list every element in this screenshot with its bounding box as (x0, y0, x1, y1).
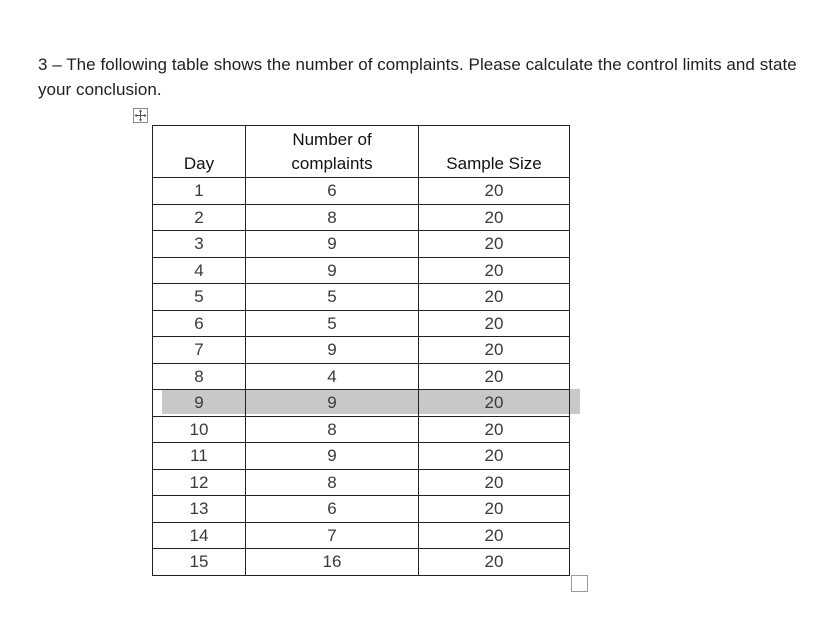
cell-day[interactable]: 1 (153, 178, 246, 205)
question-text: 3 – The following table shows the number of complaints. Please calculate the control limits and state your conclusion. (38, 55, 797, 99)
cell-sample-size[interactable]: 20 (419, 310, 570, 337)
cell-day[interactable]: 12 (153, 469, 246, 496)
cell-sample-size[interactable]: 20 (419, 522, 570, 549)
cell-complaints[interactable]: 8 (246, 469, 419, 496)
cell-sample-size[interactable]: 20 (419, 469, 570, 496)
cell-day[interactable]: 10 (153, 416, 246, 443)
cell-day[interactable]: 5 (153, 284, 246, 311)
cell-day[interactable]: 9 (153, 390, 246, 417)
cell-complaints[interactable]: 5 (246, 310, 419, 337)
table-row (153, 204, 570, 231)
cell-day[interactable]: 14 (153, 522, 246, 549)
table-move-handle[interactable] (133, 108, 148, 123)
cell-complaints[interactable]: 8 (246, 416, 419, 443)
complaints-table[interactable] (152, 125, 570, 576)
header-number-of-complaints[interactable] (246, 126, 419, 178)
table-row (153, 469, 570, 496)
cell-complaints[interactable]: 9 (246, 231, 419, 258)
cell-sample-size[interactable]: 20 (419, 496, 570, 523)
cell-day[interactable]: 6 (153, 310, 246, 337)
move-arrows-icon (134, 109, 147, 122)
cell-day[interactable]: 3 (153, 231, 246, 258)
cell-sample-size[interactable]: 20 (419, 390, 570, 417)
cell-sample-size[interactable]: 20 (419, 284, 570, 311)
cell-complaints[interactable]: 4 (246, 363, 419, 390)
cell-day[interactable]: 2 (153, 204, 246, 231)
cell-complaints[interactable]: 7 (246, 522, 419, 549)
table-header-row (153, 126, 570, 178)
cell-complaints[interactable]: 9 (246, 390, 419, 417)
cell-complaints[interactable]: 6 (246, 178, 419, 205)
cell-day[interactable]: 13 (153, 496, 246, 523)
cell-day[interactable]: 11 (153, 443, 246, 470)
cell-complaints[interactable]: 9 (246, 337, 419, 364)
cell-complaints[interactable]: 9 (246, 257, 419, 284)
table-row (153, 549, 570, 576)
table-row (153, 178, 570, 205)
cell-complaints[interactable]: 16 (246, 549, 419, 576)
table-resize-handle[interactable] (571, 575, 588, 592)
cell-day[interactable]: 8 (153, 363, 246, 390)
cell-sample-size[interactable]: 20 (419, 204, 570, 231)
cell-sample-size[interactable]: 20 (419, 549, 570, 576)
cell-sample-size[interactable]: 20 (419, 257, 570, 284)
table-row (153, 496, 570, 523)
table-row (153, 257, 570, 284)
header-complaints-line2: complaints (291, 154, 373, 173)
cell-day[interactable]: 4 (153, 257, 246, 284)
header-complaints-line1: Number of (292, 130, 372, 149)
table-row (153, 416, 570, 443)
table-row (153, 231, 570, 258)
header-day[interactable] (153, 126, 246, 178)
cell-sample-size[interactable]: 20 (419, 231, 570, 258)
cell-complaints[interactable]: 8 (246, 204, 419, 231)
cell-sample-size[interactable]: 20 (419, 337, 570, 364)
header-sample-size-label: Sample Size (446, 154, 542, 173)
table-row (153, 310, 570, 337)
cell-day[interactable]: 15 (153, 549, 246, 576)
cell-complaints[interactable]: 5 (246, 284, 419, 311)
cell-sample-size[interactable]: 20 (419, 416, 570, 443)
header-day-label: Day (183, 154, 215, 173)
table-row (153, 337, 570, 364)
cell-sample-size[interactable]: 20 (419, 178, 570, 205)
table-row (153, 284, 570, 311)
header-sample-size[interactable] (419, 126, 570, 178)
cell-day[interactable]: 7 (153, 337, 246, 364)
cell-sample-size[interactable]: 20 (419, 363, 570, 390)
cell-sample-size[interactable]: 20 (419, 443, 570, 470)
cell-complaints[interactable]: 6 (246, 496, 419, 523)
table-row (153, 363, 570, 390)
table-row-selected (153, 390, 570, 417)
table-row (153, 443, 570, 470)
cell-complaints[interactable]: 9 (246, 443, 419, 470)
table-row (153, 522, 570, 549)
